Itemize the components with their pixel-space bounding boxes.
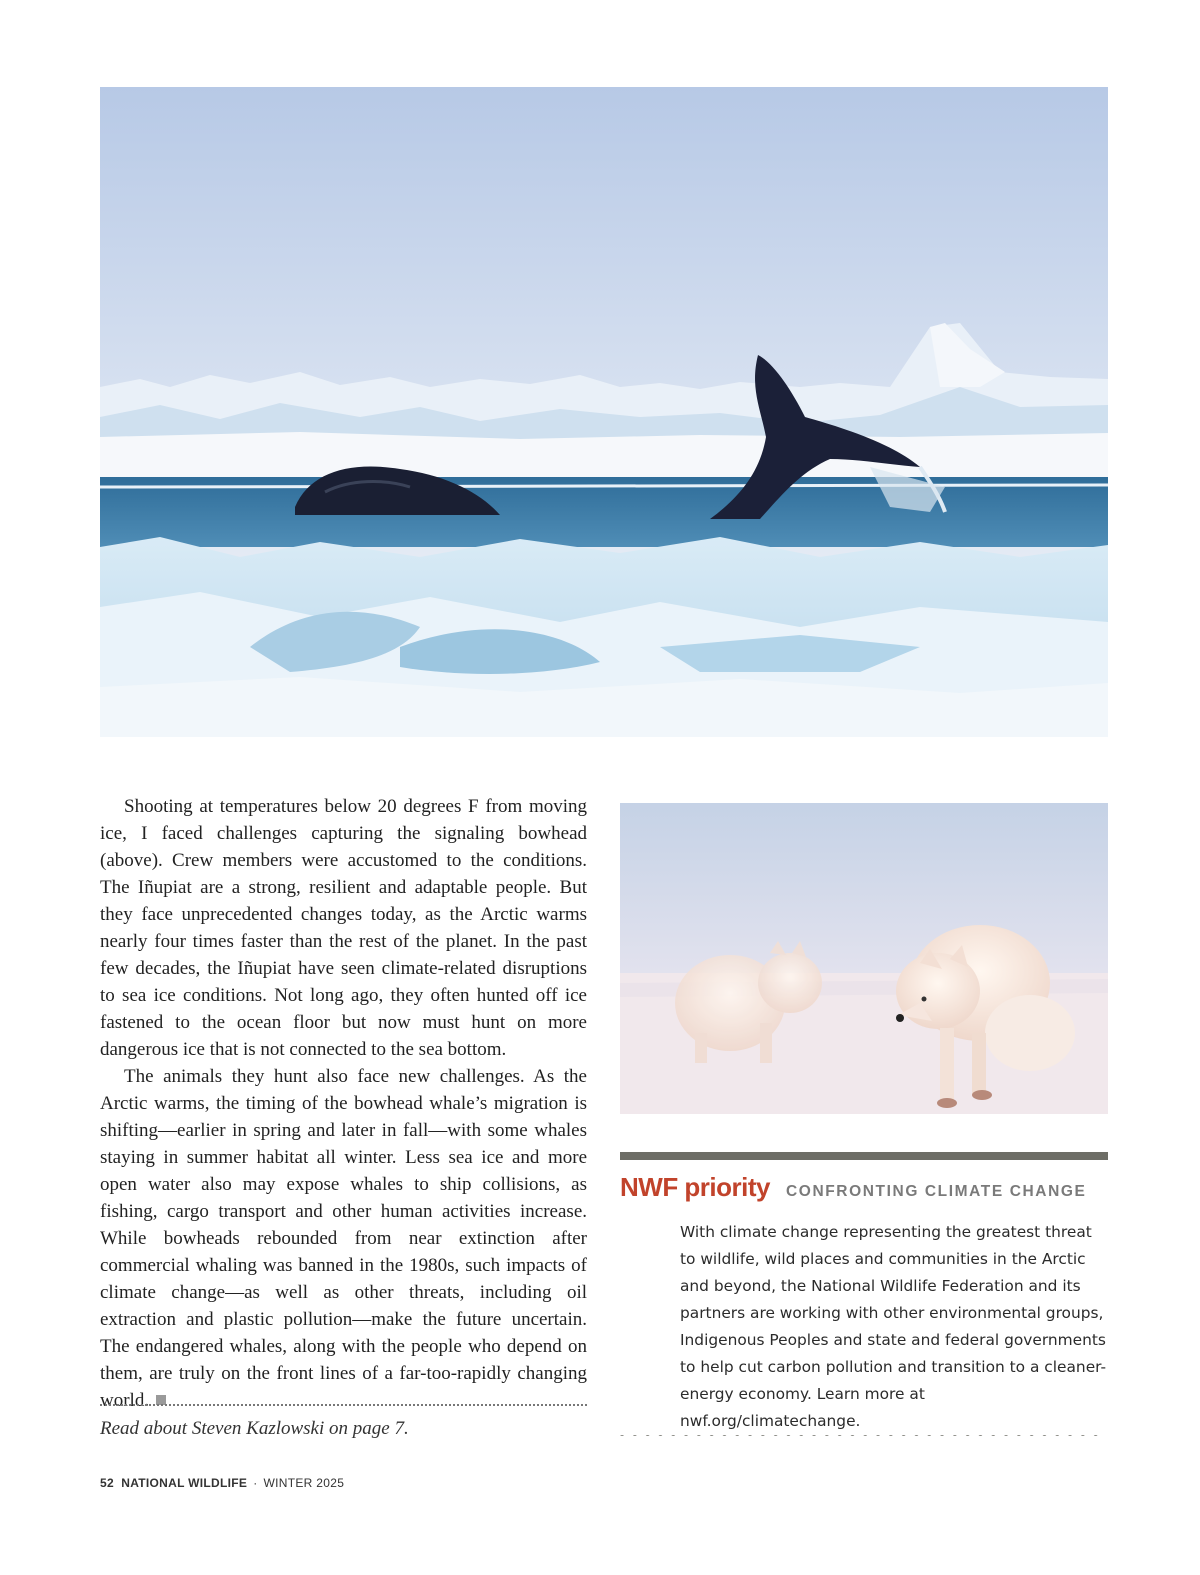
sidebar-top-rule <box>620 1152 1108 1160</box>
photographer-credit-note: Read about Steven Kazlowski on page 7. <box>100 1418 409 1439</box>
sidebar-kicker: CONFRONTING CLIMATE CHANGE <box>786 1183 1087 1200</box>
sidebar-title: NWF priority <box>620 1172 770 1202</box>
page-number: 52 <box>100 1476 114 1490</box>
issue-date: WINTER 2025 <box>263 1476 345 1490</box>
magazine-name: NATIONAL WILDLIFE <box>121 1476 248 1490</box>
dotted-divider <box>100 1404 587 1406</box>
article-paragraph <box>100 1063 587 1414</box>
page-folio <box>100 1476 344 1494</box>
arctic-fox-photo <box>620 803 1108 1114</box>
whale-photo <box>100 87 1108 737</box>
folio-separator: · <box>253 1476 258 1490</box>
article-paragraph-text: The animals they hunt also face new challenges. As the Arctic warms, the timing of the bowhead whale’s migration is shifting—earlier in spring and later in fall—with some whales staying in summer habitat all winter. Less sea ice and more open water also may expose whales to ship collisions, as fishing, cargo transport and other human activities increase. While bowheads rebounded from near extinction after commercial whaling was banned in the 1980s, such impacts of climate change—as well as other threats, including oil extraction and plastic pollution—make the future uncertain. The endangered whales, along with the people who depend on them, are truly on the front lines of a far-too-rapidly changing world. <box>100 1066 587 1411</box>
sidebar-dotted-rule <box>620 1428 1108 1436</box>
sidebar-heading <box>620 1172 1108 1208</box>
article-paragraph: Shooting at temperatures below 20 degrees F from moving ice, I faced challenges capturing the signaling bowhead (above). Crew members were accustomed to the conditions. The Iñupiat are a strong, resilient and adaptable people. But they face unprecedented changes today, as the Arctic warms nearly four times faster than the rest of the planet. In the past few decades, the Iñupiat have seen climate-related disruptions to sea ice conditions. Not long ago, they often hunted off ice fastened to the ocean floor but now must hunt on more dangerous ice that is not connected to the sea bottom. <box>100 796 587 1060</box>
sidebar-body: With climate change representing the greatest threat to wildlife, wild places and communities in the Arctic and beyond, the National Wildlife Federation and its partners are working with other environmental groups, Indigenous Peoples and state and federal governments to help cut carbon pollution and transition to a cleaner-energy economy. Learn more at nwf.org/climatechange. <box>680 1223 1107 1430</box>
article-body <box>100 793 587 1414</box>
